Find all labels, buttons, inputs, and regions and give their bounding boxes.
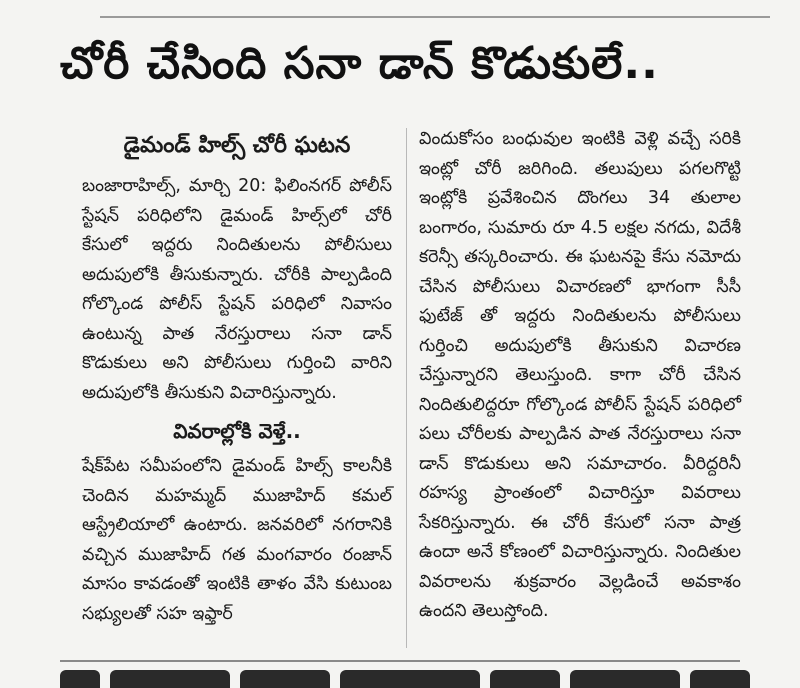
subhead: వివరాల్లోకి వెళ్తే.. (173, 419, 301, 443)
top-rule (100, 16, 770, 18)
right-column (419, 125, 741, 627)
right-paragraph-1: విందుకోసం బంధువుల ఇంటికి వెళ్లి వచ్చే సరికి ఇంట్లో చోరీ జరిగింది. తలుపులు పగలగొట్టి ఇంట్లోకి ప్రవేశించిన దొంగలు 34 తులాల బంగారం, సుమారు రూ 4.5 లక్షల నగదు, విదేశీ కరెన్సీ తస్కరించారు. ఈ ఘటనపై కేసు నమోదు చేసిన పోలీసులు విచారణలో భాగంగా సీసీ ఫుటేజ్ తో ఇద్దరు నిందితులను పోలీసులు గుర్తించి అదుపులోకి తీసుకుని విచారణ చేస్తున్నారని తెలుస్తుంది. కాగా చోరీ చేసిన నిందితులిద్దరూ గోల్కొండ పోలీస్ స్టేషన్ పరిధిలో పలు చోరీలకు పాల్పడిన పాత నేరస్తురాలు సనా డాన్ కొడుకులు అని సమాచారం. వీరిద్దరినీ రహస్య ప్రాంతంలో విచారిస్తూ వివరాలు సేకరిస్తున్నారు. ఈ చోరీ కేసులో సనా పాత్ర ఉందా అనే కోణంలో విచారిస్తున్నారు. నిందితుల వివరాలను శుక్రవారం వెల్లడించే అవకాశం ఉందని తెలుస్తోంది. (419, 129, 741, 621)
headline: చోరీ చేసింది సనా డాన్ కొడుకులే.. (60, 38, 659, 89)
left-paragraph-1: బంజారాహిల్స్, మార్చి 20: ఫిలింనగర్ పోలీస్ స్టేషన్ పరిధిలోని డైమండ్ హిల్స్‌లో చోరీ కేసులో ఇద్దరు నిందితులను పోలీసులు అదుపులోకి తీసుకున్నారు. చోరీకి పాల్పడింది గోల్కొండ పోలీస్ స్టేషన్ పరిధిలో నివాసం ఉంటున్న పాత నేరస్తురాలు సనా డాన్ కొడుకులు అని పోలీసులు గుర్తించి వారిని అదుపులోకి తీసుకుని విచారిస్తున్నారు. (82, 176, 392, 403)
column-divider (406, 128, 407, 648)
bottom-rule (60, 660, 740, 662)
next-article-cropped (60, 670, 760, 688)
kicker: డైమండ్ హిల్స్ చోరీ ఘటన (123, 133, 351, 158)
left-paragraph-2: షేక్‌పేట సమీపంలోని డైమండ్ హిల్స్ కాలనీకి చెందిన మహమ్మద్ ముజాహిద్ కమల్ ఆస్ట్రేలియాలో ఉంటారు. జనవరిలో నగరానికి వచ్చిన ముజాహిద్ గత మంగవారం రంజాన్ మాసం కావడంతో ఇంటికి తాళం వేసి కుటుంబ సభ్యులతో సహ ఇఫ్తార్ (82, 456, 392, 624)
left-column (82, 172, 392, 629)
